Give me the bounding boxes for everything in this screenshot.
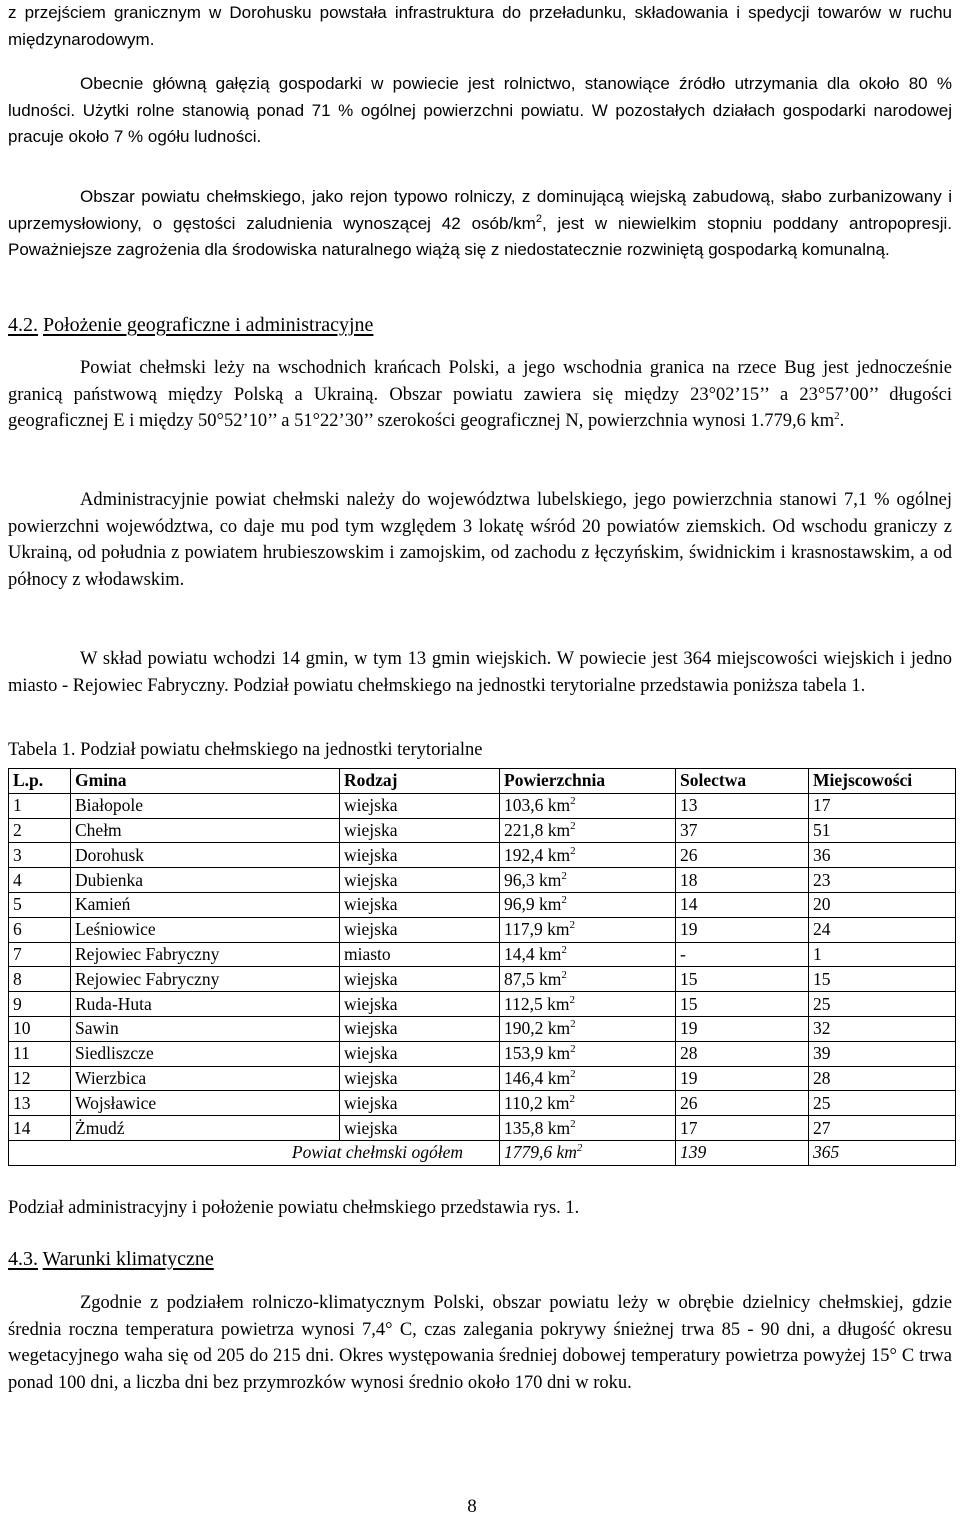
cell-gmina-text: Wojsławice — [75, 1092, 157, 1113]
area-unit-superscript: 2 — [569, 919, 575, 932]
table-row — [9, 917, 956, 942]
cell-miejscowosci — [809, 992, 956, 1017]
table-row — [9, 892, 956, 917]
cell-miejscowosci — [809, 1016, 956, 1041]
cell-miejscowosci-text: 20 — [813, 894, 831, 915]
cell-solectwa — [676, 843, 809, 868]
cell-gmina — [71, 1066, 340, 1091]
cell-gmina — [71, 1116, 340, 1141]
area-unit-superscript: 2 — [570, 1018, 576, 1031]
cell-lp — [9, 942, 71, 967]
paragraph-area-characteristics — [8, 184, 952, 264]
cell-solectwa-text: 15 — [680, 968, 698, 989]
cell-gmina-text: Rejowiec Fabryczny — [75, 968, 220, 989]
cell-powierzchnia-text: 96,3 km — [504, 869, 562, 890]
cell-lp-text: 10 — [13, 1018, 31, 1039]
cell-miejscowosci — [809, 967, 956, 992]
cell-gmina-text: Chełm — [75, 819, 122, 840]
cell-gmina-text: Leśniowice — [75, 919, 156, 940]
cell-powierzchnia-text: 153,9 km — [504, 1043, 571, 1064]
table-row — [9, 1066, 956, 1091]
cell-miejscowosci-text: 51 — [813, 819, 831, 840]
cell-solectwa — [676, 992, 809, 1017]
cell-miejscowosci-text: 17 — [813, 795, 831, 816]
cell-miejscowosci — [809, 892, 956, 917]
cell-solectwa-text: 19 — [680, 1067, 698, 1088]
cell-gmina-text: Dubienka — [75, 869, 144, 890]
area-unit-superscript: 2 — [561, 943, 567, 956]
cell-lp — [9, 992, 71, 1017]
cell-solectwa-text: 28 — [680, 1043, 698, 1064]
cell-miejscowosci-text: 24 — [813, 919, 831, 940]
cell-rodzaj — [340, 1016, 500, 1041]
density-text: Obszar powiatu chełmskiego, jako rejon typowo rolniczy, z dominującą wiejską zabudową, słabo zurbanizowany i uprzemysłowiony, o gęstości zaludnienia wynoszącej 42 osób/km — [8, 187, 952, 233]
area-unit-superscript: 2 — [570, 1117, 576, 1130]
cell-solectwa — [676, 942, 809, 967]
section-number-4-2: 4.2. — [8, 314, 38, 336]
cell-solectwa — [676, 1066, 809, 1091]
cell-rodzaj — [340, 917, 500, 942]
location-text: Powiat chełmski leży na wschodnich krańcach Polski, a jego wschodnia granica na rzece Bug jest jednocześnie granicą państwową między Polską a Ukrainą. Obszar powiatu zawiera się między 23°02’15’’ a 23°57’00’’ długości geograficznej E i między 50°52’10’’ a 51°22’30’’ szerokości geograficznej N, powierzchnia wynosi 1.779,6 km — [8, 358, 952, 431]
paragraph-location — [8, 355, 952, 435]
cell-powierzchnia — [500, 1016, 676, 1041]
cell-lp — [9, 892, 71, 917]
header-powierzchnia: Powierzchnia — [500, 769, 676, 794]
table-header-row — [9, 769, 956, 794]
cell-miejscowosci-text: 1 — [813, 943, 822, 964]
header-rodzaj: Rodzaj — [340, 769, 500, 794]
section-heading-4-3 — [8, 1248, 952, 1271]
cell-rodzaj-text: wiejska — [344, 1117, 398, 1138]
cell-miejscowosci — [809, 1116, 956, 1141]
total-powierzchnia-text: 1779,6 km — [504, 1142, 577, 1163]
cell-gmina — [71, 992, 340, 1017]
cell-gmina-text: Żmudź — [75, 1117, 125, 1138]
cell-powierzchnia — [500, 1041, 676, 1066]
cell-lp — [9, 1016, 71, 1041]
section-heading-4-2 — [8, 314, 952, 337]
cell-lp — [9, 1066, 71, 1091]
area-unit-superscript: 2 — [570, 1067, 576, 1080]
cell-miejscowosci-text: 39 — [813, 1043, 831, 1064]
cell-gmina — [71, 892, 340, 917]
cell-solectwa — [676, 868, 809, 893]
cell-lp-text: 1 — [13, 795, 22, 816]
section-number-4-3: 4.3. — [8, 1248, 38, 1270]
cell-lp-text: 6 — [13, 919, 22, 940]
cell-solectwa — [676, 967, 809, 992]
cell-miejscowosci — [809, 1066, 956, 1091]
table-row — [9, 843, 956, 868]
cell-miejscowosci — [809, 843, 956, 868]
header-gmina: Gmina — [71, 769, 340, 794]
table-row — [9, 1041, 956, 1066]
total-solectwa: 139 — [676, 1140, 809, 1165]
area-unit-superscript: 2 — [570, 795, 576, 808]
page-number: 8 — [467, 1496, 477, 1517]
cell-rodzaj-text: wiejska — [344, 1067, 398, 1088]
cell-solectwa — [676, 1016, 809, 1041]
cell-rodzaj — [340, 1091, 500, 1116]
table-row — [9, 967, 956, 992]
cell-solectwa-text: 19 — [680, 1018, 698, 1039]
header-miejscowosci: Miejscowości — [809, 769, 956, 794]
cell-powierzchnia-text: 221,8 km — [504, 819, 571, 840]
cell-miejscowosci — [809, 917, 956, 942]
cell-lp-text: 7 — [13, 943, 22, 964]
cell-gmina — [71, 1016, 340, 1041]
cell-rodzaj-text: wiejska — [344, 844, 398, 865]
cell-miejscowosci — [809, 1091, 956, 1116]
cell-lp-text: 12 — [13, 1067, 31, 1088]
cell-gmina — [71, 843, 340, 868]
cell-lp-text: 4 — [13, 869, 22, 890]
area-unit-superscript: 2 — [570, 819, 576, 832]
cell-solectwa — [676, 1116, 809, 1141]
cell-solectwa-text: 14 — [680, 894, 698, 915]
cell-lp — [9, 793, 71, 818]
paragraph-administration: Administracyjnie powiat chełmski należy do województwa lubelskiego, jego powierzchnia stanowi 7,1 % ogólnej powierzchni województwa, co daje mu pod tym względem 3 lokatę wśród 20 powiatów ziemskich. Od wschodu graniczy z Ukrainą, od południa z powiatem hrubieszowskim i zamojskim, od zachodu z łęczyńskim, świdnickim i krasnostawskim, a od północy z włodawskim. — [8, 490, 952, 590]
cell-lp — [9, 1116, 71, 1141]
cell-gmina — [71, 793, 340, 818]
header-lp: L.p. — [9, 769, 71, 794]
cell-gmina-text: Białopole — [75, 795, 144, 816]
cell-solectwa — [676, 917, 809, 942]
cell-lp — [9, 843, 71, 868]
cell-gmina — [71, 818, 340, 843]
cell-miejscowosci-text: 36 — [813, 844, 831, 865]
paragraph-economy: Obecnie główną gałęzią gospodarki w powiecie jest rolnictwo, stanowiące źródło utrzymania dla około 80 % ludności. Użytki rolne stanowią ponad 71 % ogólnej powierzchni powiatu. W pozostałych działach gospodarki narodowej pracuje około 7 % ogółu ludności. — [8, 74, 952, 146]
cell-rodzaj-text: wiejska — [344, 1018, 398, 1039]
cell-powierzchnia-text: 14,4 km — [504, 943, 562, 964]
cell-powierzchnia-text: 192,4 km — [504, 844, 571, 865]
cell-miejscowosci — [809, 868, 956, 893]
cell-solectwa-text: 26 — [680, 1092, 698, 1113]
cell-lp-text: 9 — [13, 993, 22, 1014]
cell-lp — [9, 818, 71, 843]
cell-solectwa-text: 18 — [680, 869, 698, 890]
cell-miejscowosci — [809, 942, 956, 967]
cell-rodzaj — [340, 967, 500, 992]
cell-gmina-text: Siedliszcze — [75, 1043, 154, 1064]
paragraph-municipalities: W skład powiatu wchodzi 14 gmin, w tym 13 gmin wiejskich. W powiecie jest 364 miejscowości wiejskich i jedno miasto - Rejowiec Fabryczny. Podział powiatu chełmskiego na jednostki terytorialne przedstawia poniższa tabela 1. — [8, 649, 952, 696]
cell-powierzchnia — [500, 868, 676, 893]
cell-powierzchnia — [500, 992, 676, 1017]
cell-lp-text: 11 — [13, 1043, 30, 1064]
header-solectwa: Solectwa — [676, 769, 809, 794]
area-unit-superscript: 2 — [561, 968, 567, 981]
location-text-end: . — [839, 411, 845, 431]
area-unit-superscript: 2 — [561, 894, 567, 907]
cell-miejscowosci-text: 32 — [813, 1018, 831, 1039]
density-superscript: 2 — [535, 212, 542, 225]
cell-gmina-text: Wierzbica — [75, 1067, 147, 1088]
cell-gmina — [71, 1041, 340, 1066]
cell-solectwa — [676, 1091, 809, 1116]
cell-miejscowosci-text: 27 — [813, 1117, 831, 1138]
area-unit-superscript: 2 — [569, 993, 575, 1006]
cell-powierzchnia-text: 87,5 km — [504, 968, 562, 989]
cell-powierzchnia-text: 96,9 km — [504, 894, 562, 915]
cell-rodzaj — [340, 892, 500, 917]
cell-powierzchnia-text: 146,4 km — [504, 1067, 571, 1088]
table-row — [9, 818, 956, 843]
table-row — [9, 992, 956, 1017]
cell-lp-text: 3 — [13, 844, 22, 865]
table-row — [9, 793, 956, 818]
cell-lp — [9, 1041, 71, 1066]
cell-powierzchnia — [500, 942, 676, 967]
cell-gmina — [71, 1091, 340, 1116]
cell-miejscowosci-text: 15 — [813, 968, 831, 989]
cell-solectwa — [676, 818, 809, 843]
location-superscript: 2 — [834, 410, 840, 422]
cell-solectwa-text: 15 — [680, 993, 698, 1014]
cell-rodzaj — [340, 1116, 500, 1141]
cell-rodzaj — [340, 1041, 500, 1066]
cell-rodzaj-text: wiejska — [344, 968, 398, 989]
cell-miejscowosci-text: 25 — [813, 993, 831, 1014]
cell-gmina-text: Dorohusk — [75, 844, 145, 865]
cell-lp — [9, 917, 71, 942]
cell-rodzaj — [340, 992, 500, 1017]
cell-powierzchnia-text: 135,8 km — [504, 1117, 571, 1138]
total-powierzchnia — [500, 1140, 676, 1165]
cell-rodzaj-text: wiejska — [344, 819, 398, 840]
cell-miejscowosci — [809, 818, 956, 843]
cell-gmina — [71, 917, 340, 942]
cell-rodzaj — [340, 818, 500, 843]
section-title-4-3: Warunki klimatyczne — [42, 1248, 214, 1270]
cell-gmina — [71, 942, 340, 967]
table-row — [9, 868, 956, 893]
cell-powierzchnia-text: 117,9 km — [504, 919, 570, 940]
cell-rodzaj-text: wiejska — [344, 1043, 398, 1064]
area-unit-superscript: 2 — [570, 1043, 576, 1056]
table-caption: Tabela 1. Podział powiatu chełmskiego na jednostki terytorialne — [8, 740, 483, 760]
area-unit-superscript: 2 — [576, 1142, 583, 1155]
cell-powierzchnia-text: 110,2 km — [504, 1092, 570, 1113]
cell-lp-text: 14 — [13, 1117, 31, 1138]
table-total-row — [9, 1140, 956, 1165]
cell-rodzaj-text: miasto — [344, 943, 391, 964]
cell-solectwa-text: 13 — [680, 795, 698, 816]
antropopresja-text: , jest w niewielkim stopniu poddany antropopresji. Poważniejsze zagrożenia dla środowiska naturalnego wiążą się z niedostatecznie rozwiniętą gospodarką komunalną. — [8, 213, 952, 259]
cell-miejscowosci-text: 28 — [813, 1067, 831, 1088]
cell-lp-text: 8 — [13, 968, 22, 989]
table-row — [9, 942, 956, 967]
paragraph-climate: Zgodnie z podziałem rolniczo-klimatycznym Polski, obszar powiatu leży w obrębie dzielnicy chełmskiej, gdzie średnia roczna temperatura powietrza wynosi 7,4° C, czas zalegania pokrywy śnieżnej trwa 85 - 90 dni, a długość okresu wegetacyjnego waha się od 205 do 215 dni. Okres występowania średniej dobowej temperatury powietrza powyżej 15° C trwa ponad 100 dni, a liczba dni bez przymrozków wynosi średnio około 170 dni w roku. — [8, 1293, 952, 1393]
cell-rodzaj-text: wiejska — [344, 795, 398, 816]
cell-miejscowosci — [809, 1041, 956, 1066]
paragraph-border-crossing: z przejściem granicznym w Dorohusku powstała infrastruktura do przeładunku, składowania i spedycji towarów w ruchu międzynarodowym. — [8, 3, 952, 49]
cell-lp — [9, 967, 71, 992]
cell-powierzchnia — [500, 892, 676, 917]
area-unit-superscript: 2 — [569, 1092, 575, 1105]
cell-powierzchnia-text: 112,5 km — [504, 993, 570, 1014]
cell-miejscowosci — [809, 793, 956, 818]
cell-powierzchnia — [500, 1116, 676, 1141]
cell-lp-text: 13 — [13, 1092, 31, 1113]
cell-miejscowosci-text: 25 — [813, 1092, 831, 1113]
cell-rodzaj — [340, 942, 500, 967]
cell-powierzchnia — [500, 843, 676, 868]
total-miejscowosci: 365 — [809, 1140, 956, 1165]
cell-rodzaj — [340, 793, 500, 818]
cell-gmina-text: Sawin — [75, 1018, 119, 1039]
cell-solectwa — [676, 793, 809, 818]
cell-lp-text: 2 — [13, 819, 22, 840]
cell-gmina-text: Rejowiec Fabryczny — [75, 943, 220, 964]
area-unit-superscript: 2 — [561, 869, 567, 882]
cell-solectwa-text: 26 — [680, 844, 698, 865]
cell-lp — [9, 868, 71, 893]
cell-miejscowosci-text: 23 — [813, 869, 831, 890]
cell-powierzchnia — [500, 793, 676, 818]
cell-rodzaj — [340, 843, 500, 868]
cell-gmina-text: Kamień — [75, 894, 131, 915]
table-row — [9, 1091, 956, 1116]
paragraph-map-reference: Podział administracyjny i położenie powiatu chełmskiego przedstawia rys. 1. — [8, 1198, 580, 1218]
cell-powierzchnia-text: 103,6 km — [504, 795, 571, 816]
cell-rodzaj — [340, 1066, 500, 1091]
total-label: Powiat chełmski ogółem — [9, 1140, 500, 1165]
cell-solectwa — [676, 1041, 809, 1066]
cell-lp — [9, 1091, 71, 1116]
cell-solectwa-text: 17 — [680, 1117, 698, 1138]
cell-powierzchnia — [500, 1091, 676, 1116]
territorial-units-table — [8, 768, 956, 1166]
cell-rodzaj-text: wiejska — [344, 919, 398, 940]
cell-solectwa-text: - — [680, 943, 686, 964]
cell-rodzaj-text: wiejska — [344, 1092, 398, 1113]
cell-rodzaj-text: wiejska — [344, 894, 398, 915]
cell-solectwa-text: 19 — [680, 919, 698, 940]
cell-powierzchnia — [500, 1066, 676, 1091]
section-title-4-2: Położenie geograficzne i administracyjne — [43, 314, 374, 336]
cell-powierzchnia — [500, 967, 676, 992]
cell-rodzaj — [340, 868, 500, 893]
cell-powierzchnia — [500, 818, 676, 843]
table-row — [9, 1016, 956, 1041]
cell-rodzaj-text: wiejska — [344, 993, 398, 1014]
cell-rodzaj-text: wiejska — [344, 869, 398, 890]
cell-gmina-text: Ruda-Huta — [75, 993, 152, 1014]
table-row — [9, 1116, 956, 1141]
cell-powierzchnia — [500, 917, 676, 942]
cell-gmina — [71, 967, 340, 992]
cell-gmina — [71, 868, 340, 893]
cell-solectwa-text: 37 — [680, 819, 698, 840]
cell-lp-text: 5 — [13, 894, 22, 915]
area-unit-superscript: 2 — [570, 844, 576, 857]
cell-solectwa — [676, 892, 809, 917]
cell-powierzchnia-text: 190,2 km — [504, 1018, 571, 1039]
